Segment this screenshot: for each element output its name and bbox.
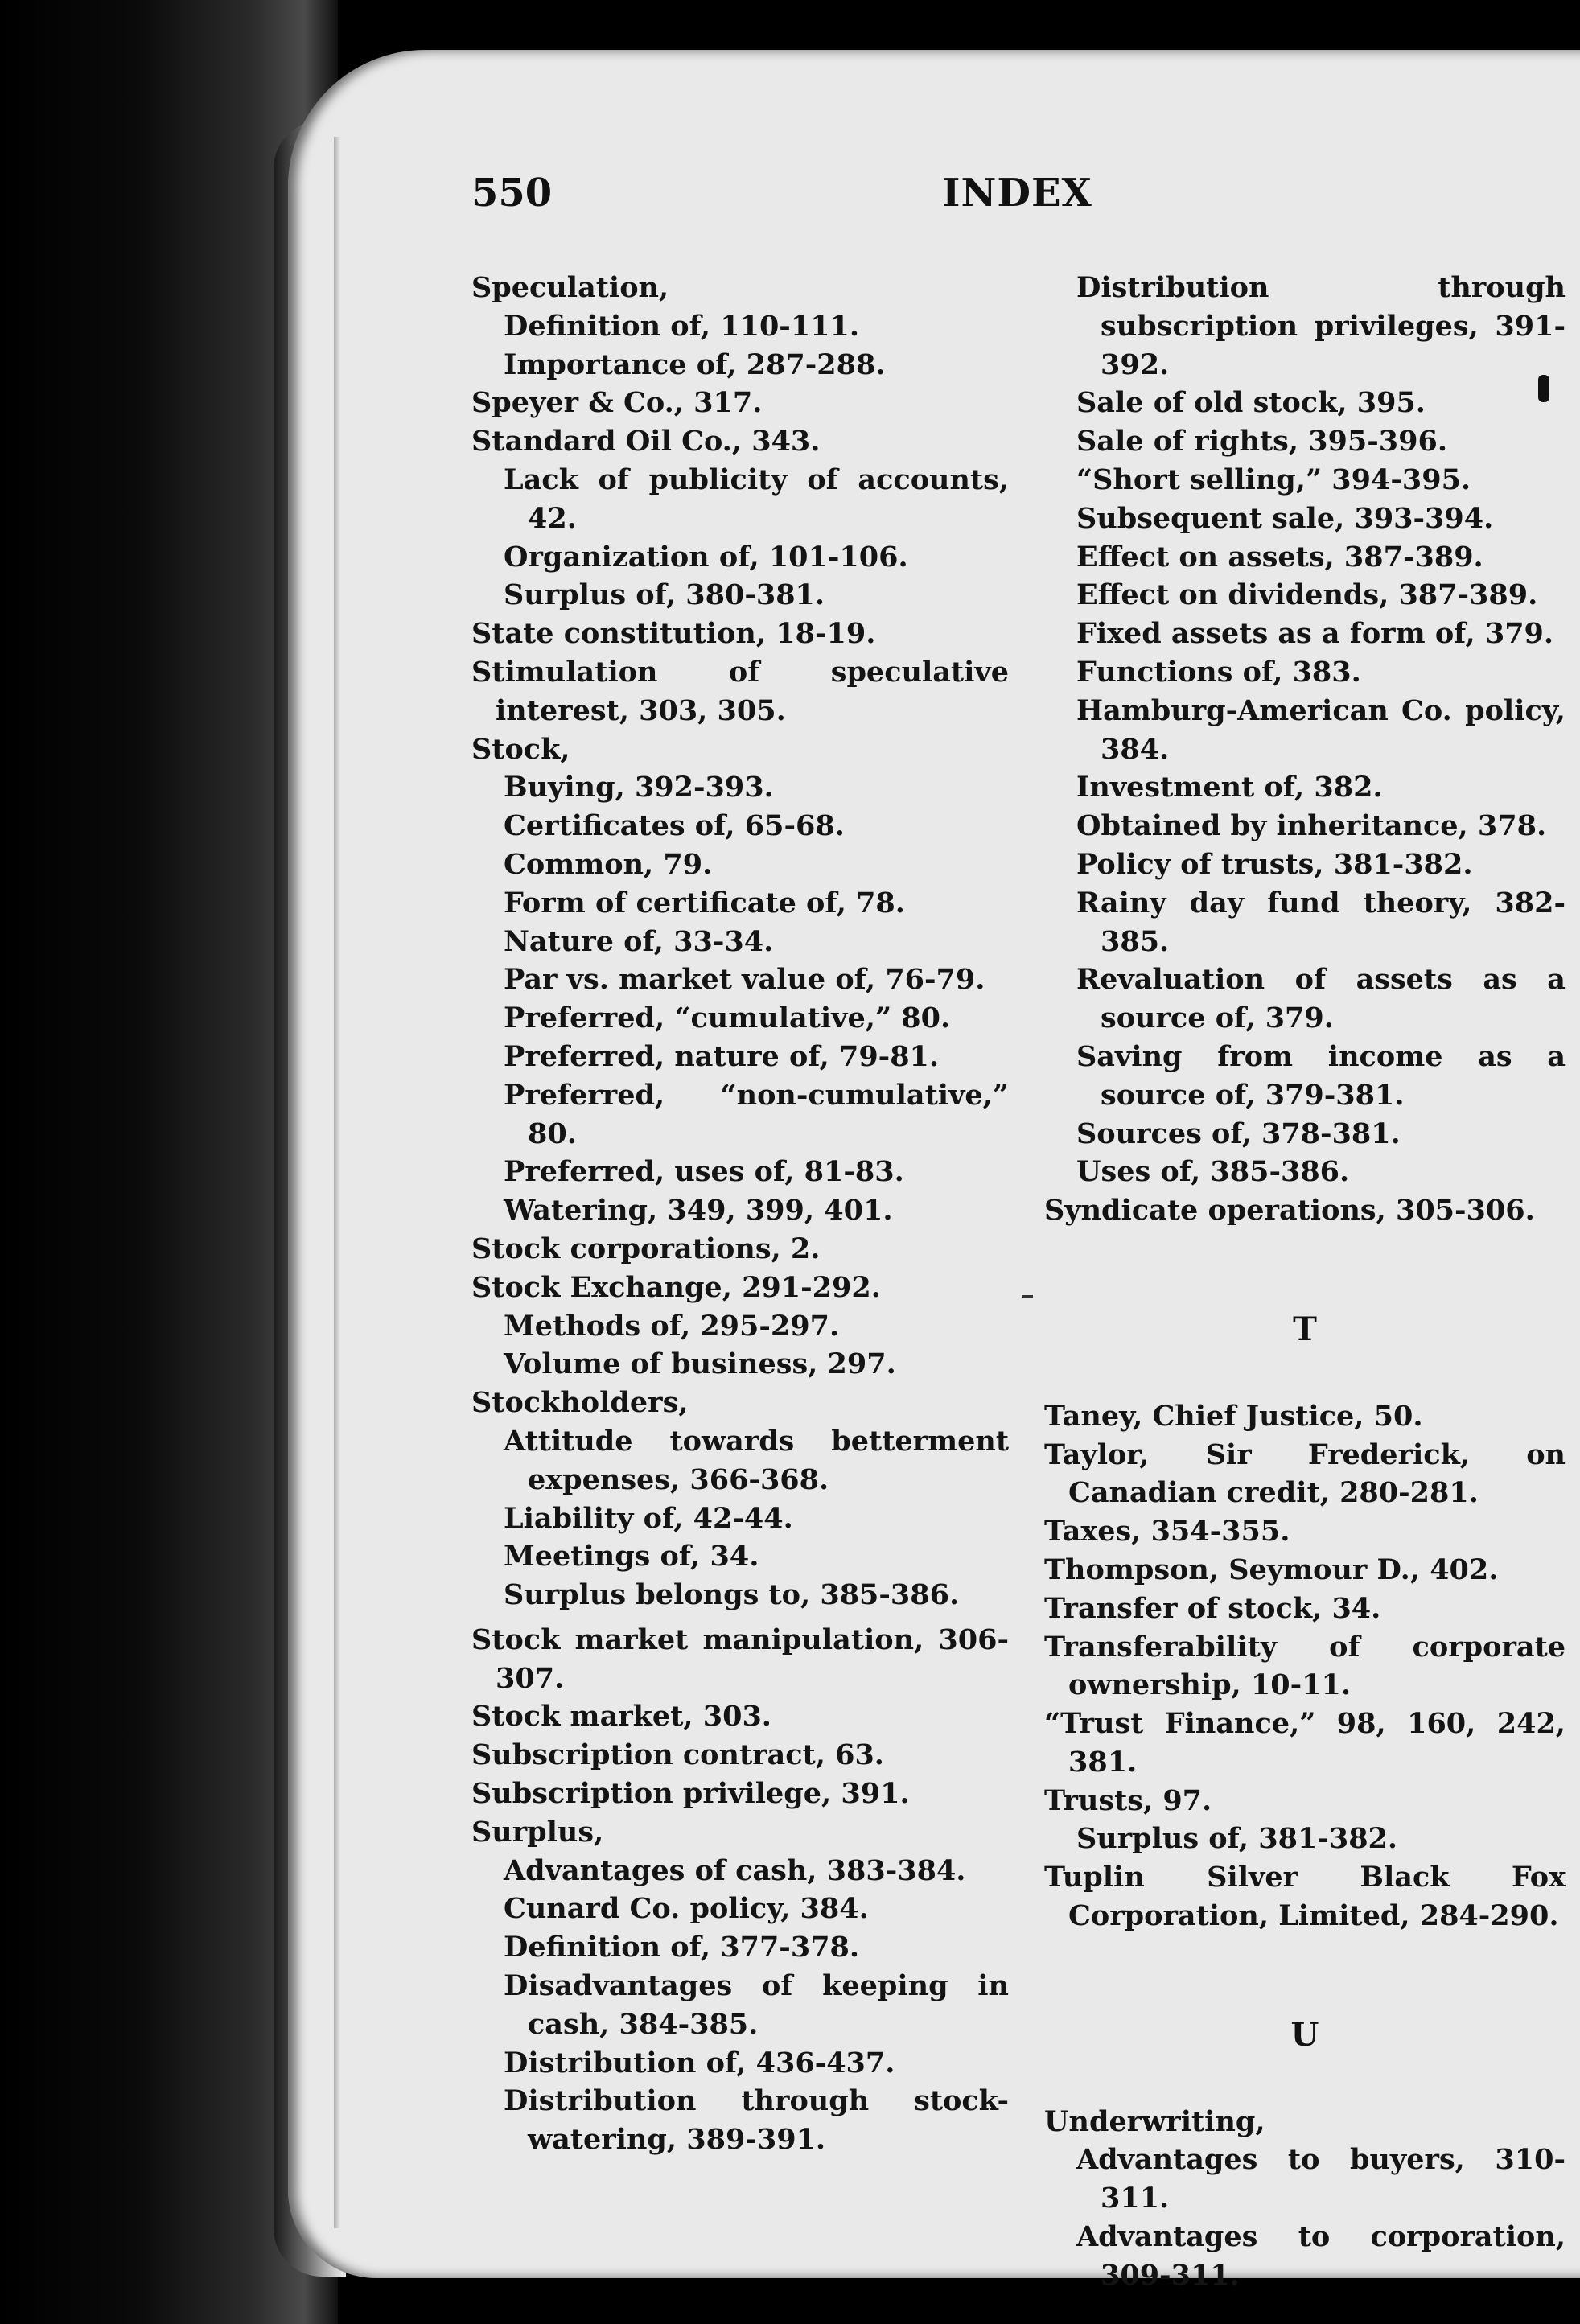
index-subentry: Preferred, nature of, 79-81. — [504, 1039, 940, 1073]
index-subentry: Effect on assets, 387-389. — [1076, 540, 1483, 574]
index-entry: Tuplin Silver Black Fox Corporation, Limited, 284-290. — [1044, 1861, 1566, 1933]
section-letter-u: U — [1290, 2015, 1319, 2054]
index-subentry: Distribution through subscription privileges, 391-392. — [1076, 271, 1566, 381]
index-subentry: Surplus of, 381-382. — [1076, 1822, 1398, 1856]
index-subentry: Investment of, 382. — [1076, 771, 1383, 804]
index-subentry: Common, 79. — [504, 847, 713, 881]
index-entry: Stockholders, — [471, 1386, 689, 1420]
index-entry: Speyer & Co., 317. — [471, 386, 763, 420]
index-entry: Transferability of corporate ownership, 10-11. — [1044, 1630, 1566, 1702]
index-subentry: Policy of trusts, 381-382. — [1076, 847, 1473, 881]
index-subentry: Definition of, 377-378. — [504, 1931, 860, 1964]
index-subentry: Distribution through stock-watering, 389-391. — [504, 2084, 1009, 2157]
index-entry: Taney, Chief Justice, 50. — [1044, 1399, 1423, 1433]
index-subentry: Revaluation of assets as a source of, 379. — [1076, 963, 1566, 1035]
page-title: INDEX — [942, 171, 1092, 216]
index-subentry: Methods of, 295-297. — [504, 1309, 840, 1343]
index-subentry: Organization of, 101-106. — [504, 540, 908, 574]
index-entry: Stock corporations, 2. — [471, 1232, 821, 1265]
stray-mark — [1022, 1295, 1033, 1298]
index-entry: “Trust Finance,” 98, 160, 242, 381. — [1044, 1707, 1566, 1779]
index-column-right — [1044, 269, 1566, 2295]
index-subentry: Form of certificate of, 78. — [504, 886, 905, 919]
index-subentry: Advantages to buyers, 310-311. — [1076, 2143, 1566, 2215]
index-subentry: Volume of business, 297. — [504, 1347, 896, 1381]
index-column-left — [471, 269, 1009, 2159]
index-section-s-continued — [1044, 269, 1566, 1230]
index-subentry: Sources of, 378-381. — [1076, 1117, 1401, 1150]
index-subentry: Surplus belongs to, 385-386. — [504, 1578, 960, 1612]
index-subentry: Importance of, 287-288. — [504, 348, 886, 381]
index-subentry: Sale of rights, 395-396. — [1076, 425, 1448, 459]
index-entry: Thompson, Seymour D., 402. — [1044, 1553, 1499, 1586]
section-letter-t: T — [1293, 1310, 1317, 1348]
index-subentry: Effect on dividends, 387-389. — [1076, 578, 1538, 612]
index-entry: Standard Oil Co., 343. — [471, 425, 821, 459]
index-subentry: Sale of old stock, 395. — [1076, 386, 1426, 420]
index-subentry: Disadvantages of keeping in cash, 384-385. — [504, 1969, 1009, 2041]
index-subentry: Definition of, 110-111. — [504, 309, 860, 343]
index-entry: Stock market, 303. — [471, 1700, 771, 1734]
gutter-shadow — [334, 137, 340, 2228]
index-entry: Stock, — [471, 732, 570, 766]
index-entry: Transfer of stock, 34. — [1044, 1591, 1381, 1625]
page-number: 550 — [471, 171, 553, 216]
index-entry: State constitution, 18-19. — [471, 617, 876, 651]
index-subentry: Par vs. market value of, 76-79. — [504, 963, 985, 997]
index-entry: Stock market manipulation, 306-307. — [471, 1623, 1009, 1695]
index-entry: Taxes, 354-355. — [1044, 1515, 1290, 1549]
index-subentry: Preferred, “cumulative,” 80. — [504, 1002, 951, 1035]
index-subentry: Lack of publicity of accounts, 42. — [504, 463, 1009, 535]
index-subentry: “Short selling,” 394-395. — [1076, 463, 1471, 496]
index-subentry: Obtained by inheritance, 378. — [1076, 809, 1547, 843]
index-subentry: Watering, 349, 399, 401. — [504, 1194, 893, 1228]
ink-smudge — [1538, 375, 1549, 402]
index-entry: Subscription contract, 63. — [471, 1738, 884, 1772]
index-entry: Stock Exchange, 291-292. — [471, 1270, 881, 1304]
index-subentry: Distribution of, 436-437. — [504, 2046, 895, 2079]
index-entry: Stimulation of speculative interest, 303, 305. — [471, 655, 1009, 727]
index-subentry: Preferred, uses of, 81-83. — [504, 1155, 904, 1189]
index-entry: Underwriting, — [1044, 2104, 1265, 2138]
index-subentry: Functions of, 383. — [1076, 655, 1361, 689]
index-subentry: Saving from income as a source of, 379-381. — [1076, 1039, 1566, 1112]
index-section-t — [1044, 1397, 1566, 1935]
index-entry: Syndicate operations, 305-306. — [1044, 1194, 1535, 1228]
index-entry: Surplus, — [471, 1815, 604, 1849]
index-subentry: Advantages of cash, 383-384. — [504, 1853, 966, 1887]
index-subentry: Uses of, 385-386. — [1076, 1155, 1350, 1189]
index-subentry: Attitude towards betterment expenses, 366-368. — [504, 1424, 1009, 1496]
index-section-u — [1044, 2103, 1566, 2295]
index-entry: Trusts, 97. — [1044, 1783, 1212, 1817]
index-entry: Subscription privilege, 391. — [471, 1777, 910, 1811]
index-subentry: Hamburg-American Co. policy, 384. — [1076, 693, 1566, 766]
index-subentry: Advantages to corporation, 309-311. — [1076, 2220, 1566, 2292]
index-subentry: Preferred, “non-cumulative,” 80. — [504, 1078, 1009, 1150]
index-subentry: Nature of, 33-34. — [504, 924, 774, 958]
index-subentry: Subsequent sale, 393-394. — [1076, 501, 1494, 535]
index-subentry: Rainy day fund theory, 382-385. — [1076, 886, 1566, 958]
index-subentry: Meetings of, 34. — [504, 1540, 759, 1573]
index-subentry: Liability of, 42-44. — [504, 1501, 793, 1535]
index-subentry: Certificates of, 65-68. — [504, 809, 845, 843]
index-subentry: Cunard Co. policy, 384. — [504, 1892, 869, 1926]
page-header — [471, 171, 1557, 227]
index-subentry: Buying, 392-393. — [504, 771, 774, 804]
index-entry: Taylor, Sir Frederick, on Canadian credit, 280-281. — [1044, 1438, 1566, 1510]
index-subentry: Fixed assets as a form of, 379. — [1076, 617, 1554, 651]
index-entry: Speculation, — [471, 271, 669, 304]
index-subentry: Surplus of, 380-381. — [504, 578, 825, 612]
